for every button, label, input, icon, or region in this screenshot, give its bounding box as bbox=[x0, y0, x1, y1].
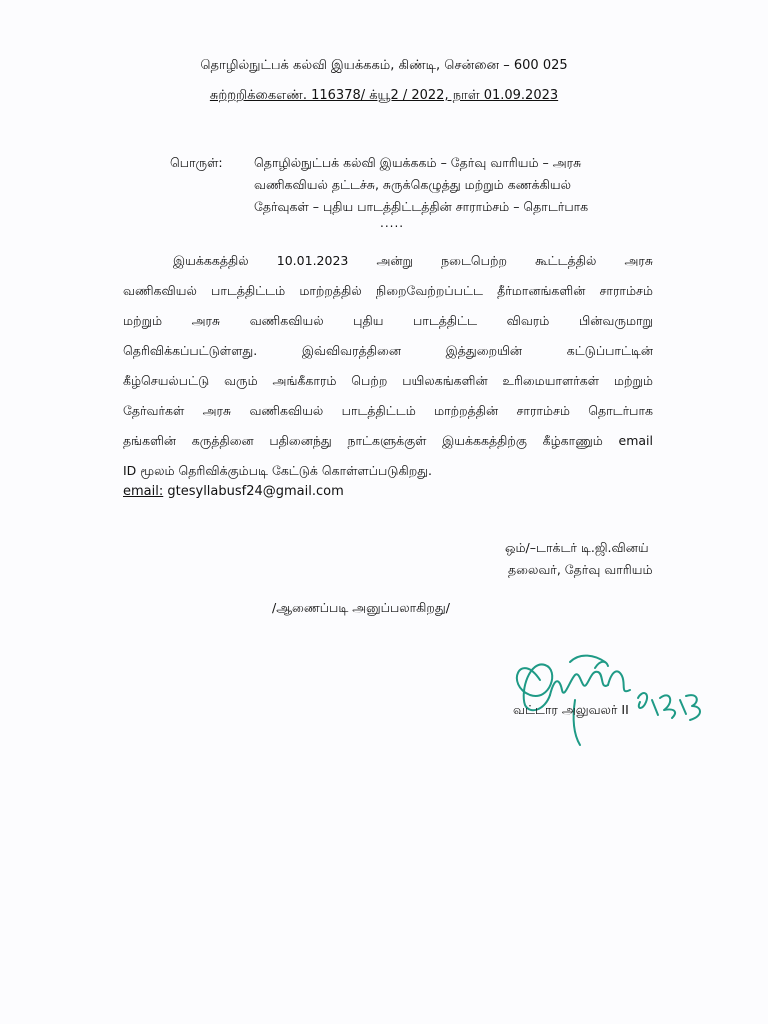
email-contact bbox=[123, 484, 344, 499]
office-designation: வட்டார அலுவலர் II bbox=[513, 702, 629, 717]
signatory-title: தலைவர், தேர்வு வாரியம் bbox=[508, 562, 653, 577]
subject-label: பொருள்: bbox=[170, 155, 223, 170]
email-label: email: bbox=[123, 484, 164, 499]
subject-text bbox=[254, 152, 674, 218]
body-line: கீழ்செயல்பட்டு வரும் அங்கீகாரம் பெற்ற பயிலகங்களின் உரிமையாளர்கள் மற்றும் bbox=[123, 373, 653, 388]
subject-line: வணிகவியல் தட்டச்சு, சுருக்கெழுத்து மற்றும் கணக்கியல் bbox=[254, 177, 571, 192]
body-paragraph bbox=[123, 246, 653, 486]
subject-separator-dots: ..... bbox=[380, 216, 405, 230]
circular-reference-line bbox=[0, 88, 768, 104]
body-line: தெரிவிக்கப்பட்டுள்ளது. இவ்விவரத்தினை இத்துறையின் கட்டுப்பாட்டின் bbox=[123, 343, 653, 358]
body-line: தேர்வர்கள் அரசு வணிகவியல் பாடத்திட்டம் மாற்றத்தின் சாராம்சம் தொடர்பாக bbox=[123, 403, 653, 418]
order-note: /ஆணைப்படி அனுப்பலாகிறது/ bbox=[272, 600, 450, 615]
handwritten-signature bbox=[500, 640, 710, 750]
office-address-line: தொழில்நுட்பக் கல்வி இயக்ககம், கிண்டி, சென்னை – 600 025 bbox=[200, 58, 568, 73]
subject-line: தேர்வுகள் – புதிய பாடத்திட்டத்தின் சாராம்சம் – தொடர்பாக bbox=[254, 199, 589, 214]
body-line: வணிகவியல் பாடத்திட்டம் மாற்றத்தில் நிறைவேற்றப்பட்ட தீர்மானங்களின் சாராம்சம் bbox=[123, 283, 653, 298]
email-address: gtesyllabusf24@gmail.com bbox=[167, 484, 344, 499]
circular-reference-text: சுற்றறிக்கைஎண். 116378/ க்யூ2 / 2022, நாள் 01.09.2023 bbox=[209, 88, 559, 103]
body-line: இயக்ககத்தில் 10.01.2023 அன்று நடைபெற்ற கூட்டத்தில் அரசு bbox=[173, 253, 653, 268]
body-line: ID மூலம் தெரிவிக்கும்படி கேட்டுக் கொள்ளப்படுகிறது. bbox=[123, 463, 433, 478]
body-line: மற்றும் அரசு வணிகவியல் புதிய பாடத்திட்ட விவரம் பின்வருமாறு bbox=[123, 313, 653, 328]
subject-line: தொழில்நுட்பக் கல்வி இயக்ககம் – தேர்வு வாரியம் – அரசு bbox=[254, 155, 582, 170]
body-line: தங்களின் கருத்தினை பதினைந்து நாட்களுக்குள் இயக்ககத்திற்கு கீழ்காணும் email bbox=[123, 433, 653, 448]
signatory-name: ஒம்/–டாக்டர் டி.ஜி.வினய் bbox=[505, 540, 649, 555]
